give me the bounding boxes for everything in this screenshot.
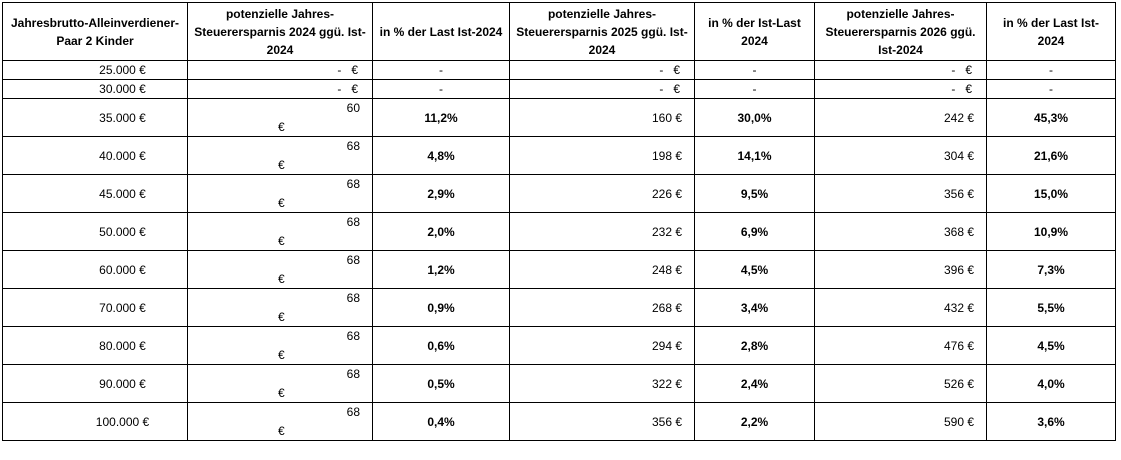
savings-2026-cell [815, 80, 987, 99]
savings-2024-value: 68 [346, 367, 360, 381]
pct-2024-cell: 0,5% [373, 365, 510, 403]
savings-2024-cell [188, 365, 373, 403]
brutto-value: 40.000 € [99, 148, 146, 163]
currency-symbol: € [965, 82, 972, 96]
savings-2026-cell: 396 € [815, 251, 987, 289]
brutto-value: 30.000 € [99, 82, 146, 96]
savings-2026-cell [815, 61, 987, 80]
brutto-cell [3, 251, 188, 289]
currency-symbol: € [351, 63, 358, 77]
pct-2026-cell: 21,6% [987, 137, 1116, 175]
header-brutto: Jahresbrutto-Alleinverdiener-Paar 2 Kinder [3, 3, 188, 61]
savings-2026-cell: 242 € [815, 99, 987, 137]
pct-2024-cell: 2,9% [373, 175, 510, 213]
pct-2026-cell: 45,3% [987, 99, 1116, 137]
brutto-value: 25.000 € [99, 63, 146, 77]
dash-value: - [951, 82, 956, 96]
currency-symbol: € [965, 63, 972, 77]
header-savings-2024: potenzielle Jahres-Steuerersparnis 2024 ggü. Ist-2024 [188, 3, 373, 61]
brutto-value: 50.000 € [99, 224, 146, 239]
pct-2024-cell: 0,6% [373, 327, 510, 365]
pct-2025-cell: 9,5% [695, 175, 815, 213]
brutto-value: 35.000 € [99, 110, 146, 125]
dash-value: - [659, 63, 664, 77]
brutto-value: 70.000 € [99, 300, 146, 315]
table-row [3, 327, 1116, 365]
header-row [3, 3, 1116, 61]
pct-2024-cell: 1,2% [373, 251, 510, 289]
currency-symbol: € [278, 272, 285, 286]
savings-2024-cell [188, 99, 373, 137]
brutto-cell [3, 99, 188, 137]
pct-2026-cell: - [987, 61, 1116, 80]
savings-2024-value: 68 [346, 291, 360, 305]
pct-2026-cell: 4,5% [987, 327, 1116, 365]
table-row [3, 365, 1116, 403]
brutto-value: 100.000 € [95, 414, 150, 429]
brutto-cell [3, 213, 188, 251]
savings-2025-cell: 322 € [510, 365, 695, 403]
pct-2025-cell: 14,1% [695, 137, 815, 175]
table-row [3, 80, 1116, 99]
table-row [3, 251, 1116, 289]
currency-symbol: € [673, 63, 680, 77]
currency-symbol: € [278, 348, 285, 362]
currency-symbol: € [278, 196, 285, 210]
pct-2025-cell: 3,4% [695, 289, 815, 327]
table-row [3, 403, 1116, 441]
header-savings-2025: potenzielle Jahres-Steuerersparnis 2025 ggü. Ist-2024 [510, 3, 695, 61]
pct-2026-cell: - [987, 80, 1116, 99]
brutto-value: 45.000 € [99, 186, 146, 201]
savings-2024-cell [188, 137, 373, 175]
pct-2026-cell: 3,6% [987, 403, 1116, 441]
brutto-cell [3, 289, 188, 327]
savings-2026-cell: 476 € [815, 327, 987, 365]
brutto-cell [3, 137, 188, 175]
header-pct-2024: in % der Last Ist-2024 [373, 3, 510, 61]
savings-2024-value: 68 [346, 405, 360, 419]
savings-2025-cell: 294 € [510, 327, 695, 365]
brutto-value: 80.000 € [99, 338, 146, 353]
currency-symbol: € [278, 158, 285, 172]
pct-2025-cell: 30,0% [695, 99, 815, 137]
brutto-value: 60.000 € [99, 262, 146, 277]
table-row [3, 213, 1116, 251]
dash-value: - [659, 82, 664, 96]
savings-2026-cell: 526 € [815, 365, 987, 403]
table-row [3, 175, 1116, 213]
header-pct-2025: in % der Ist-Last 2024 [695, 3, 815, 61]
brutto-cell [3, 61, 188, 80]
savings-2024-cell [188, 289, 373, 327]
currency-symbol: € [278, 120, 285, 134]
tax-savings-table [2, 2, 1116, 441]
savings-2024-value: 68 [346, 215, 360, 229]
brutto-value: 90.000 € [99, 376, 146, 391]
savings-2024-cell [188, 403, 373, 441]
savings-2024-value: 68 [346, 253, 360, 267]
savings-2026-cell: 368 € [815, 213, 987, 251]
currency-symbol: € [278, 424, 285, 438]
brutto-cell [3, 403, 188, 441]
savings-2025-cell: 198 € [510, 137, 695, 175]
currency-symbol: € [351, 82, 358, 96]
brutto-cell [3, 80, 188, 99]
pct-2025-cell: 2,8% [695, 327, 815, 365]
pct-2024-cell: 0,4% [373, 403, 510, 441]
savings-2025-cell [510, 61, 695, 80]
pct-2026-cell: 4,0% [987, 365, 1116, 403]
pct-2024-cell: 4,8% [373, 137, 510, 175]
currency-symbol: € [673, 82, 680, 96]
savings-2025-cell: 232 € [510, 213, 695, 251]
table-row [3, 137, 1116, 175]
savings-2024-cell [188, 80, 373, 99]
savings-2024-value: 68 [346, 329, 360, 343]
brutto-cell [3, 365, 188, 403]
savings-2026-cell: 590 € [815, 403, 987, 441]
pct-2024-cell: 11,2% [373, 99, 510, 137]
pct-2024-cell: 2,0% [373, 213, 510, 251]
pct-2024-cell: - [373, 80, 510, 99]
savings-2025-cell: 160 € [510, 99, 695, 137]
header-savings-2026: potenzielle Jahres-Steuerersparnis 2026 ggü. Ist-2024 [815, 3, 987, 61]
dash-value: - [337, 82, 342, 96]
pct-2026-cell: 5,5% [987, 289, 1116, 327]
savings-2024-value: 68 [346, 139, 360, 153]
savings-2024-cell [188, 251, 373, 289]
savings-2026-cell: 356 € [815, 175, 987, 213]
savings-2026-cell: 304 € [815, 137, 987, 175]
savings-2025-cell: 268 € [510, 289, 695, 327]
savings-2024-cell [188, 213, 373, 251]
savings-2024-cell [188, 175, 373, 213]
header-pct-2026: in % der Last Ist-2024 [987, 3, 1116, 61]
brutto-cell [3, 175, 188, 213]
dash-value: - [337, 63, 342, 77]
pct-2026-cell: 7,3% [987, 251, 1116, 289]
currency-symbol: € [278, 386, 285, 400]
brutto-cell [3, 327, 188, 365]
pct-2025-cell: 6,9% [695, 213, 815, 251]
table-row [3, 61, 1116, 80]
pct-2025-cell: 4,5% [695, 251, 815, 289]
savings-2025-cell: 226 € [510, 175, 695, 213]
pct-2024-cell: 0,9% [373, 289, 510, 327]
currency-symbol: € [278, 234, 285, 248]
pct-2026-cell: 15,0% [987, 175, 1116, 213]
savings-2025-cell [510, 80, 695, 99]
savings-2024-cell [188, 327, 373, 365]
savings-2024-value: 60 [346, 101, 360, 115]
pct-2025-cell: - [695, 61, 815, 80]
currency-symbol: € [278, 310, 285, 324]
table-row [3, 289, 1116, 327]
pct-2025-cell: 2,4% [695, 365, 815, 403]
pct-2024-cell: - [373, 61, 510, 80]
savings-2025-cell: 248 € [510, 251, 695, 289]
pct-2025-cell: 2,2% [695, 403, 815, 441]
savings-2026-cell: 432 € [815, 289, 987, 327]
savings-2025-cell: 356 € [510, 403, 695, 441]
savings-2024-cell [188, 61, 373, 80]
table-row [3, 99, 1116, 137]
savings-2024-value: 68 [346, 177, 360, 191]
pct-2026-cell: 10,9% [987, 213, 1116, 251]
dash-value: - [951, 63, 956, 77]
pct-2025-cell: - [695, 80, 815, 99]
